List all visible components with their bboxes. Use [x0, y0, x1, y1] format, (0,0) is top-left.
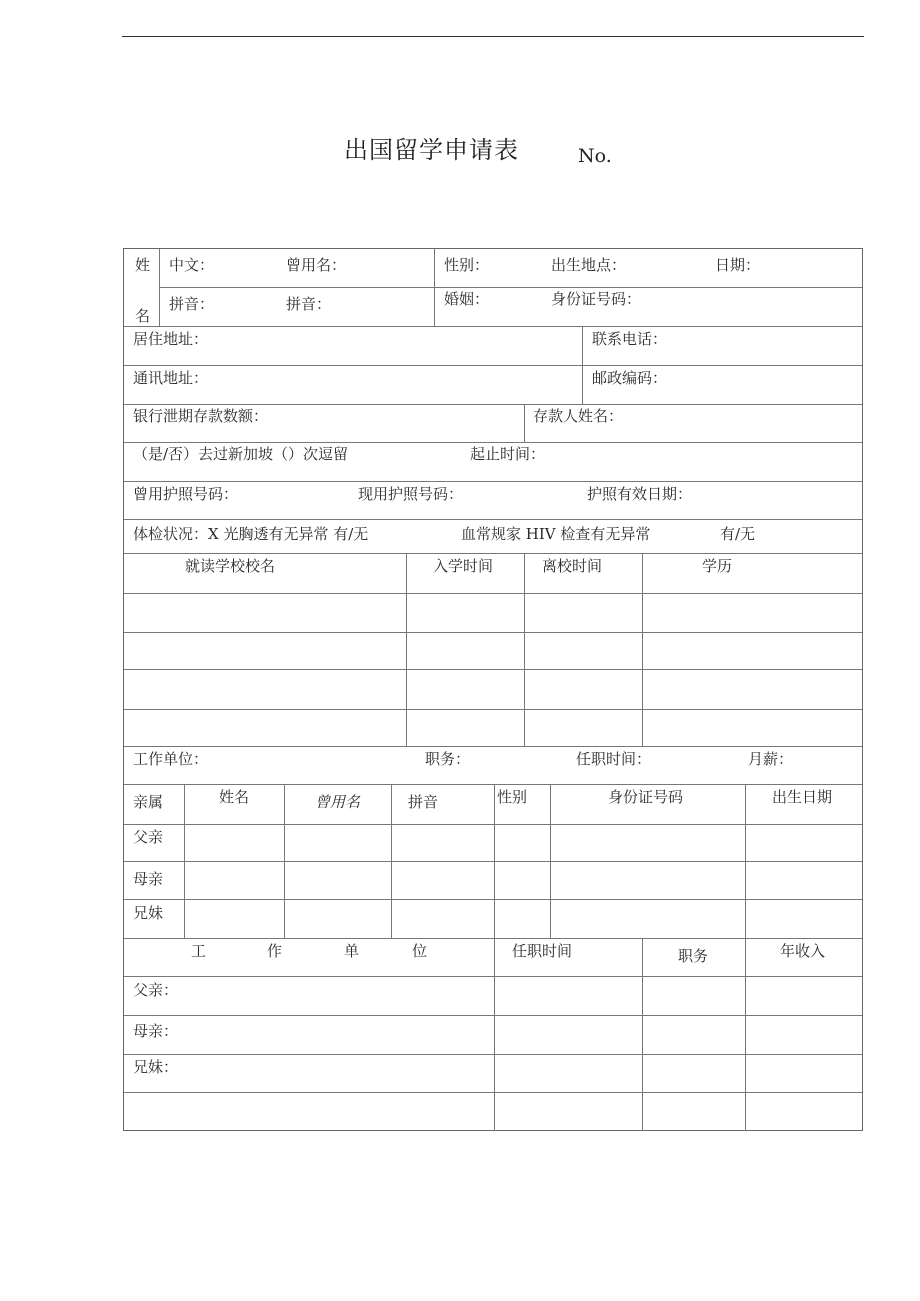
former-name-pinyin-field[interactable]: 拼音： — [286, 295, 332, 313]
former-passport-field[interactable]: 曾用护照号码： — [133, 485, 239, 503]
passport-expiry-field[interactable]: 护照有效日期： — [587, 485, 693, 503]
family-header-relation: 亲属 — [133, 793, 164, 811]
form-number-label: No. — [578, 145, 612, 167]
blood-hiv-yes-no[interactable]: 有/无 — [720, 525, 756, 543]
chinese-name-field[interactable]: 中文： — [169, 256, 215, 274]
deposit-amount-field[interactable]: 银行泄期存款数额： — [133, 407, 269, 425]
gender-field[interactable]: 性别： — [444, 256, 490, 274]
singapore-visit-field[interactable]: （是/否）去过新加坡（）次逗留 — [133, 445, 349, 463]
id-number-field[interactable]: 身份证号码： — [551, 290, 642, 308]
family-work-header-char-1: 工 — [191, 942, 207, 960]
pinyin-field[interactable]: 拼音： — [169, 295, 215, 313]
family-work-row-sibling: 兄妹： — [133, 1058, 179, 1076]
family-header-former-name: 曾用名 — [315, 793, 361, 811]
header-rule — [122, 36, 864, 37]
family-work-header-income: 年收入 — [780, 942, 826, 960]
birth-date-field[interactable]: 日期： — [715, 256, 761, 274]
family-work-header-char-4: 位 — [412, 942, 428, 960]
marital-status-field[interactable]: 婚姻： — [444, 290, 490, 308]
family-work-row-mother: 母亲： — [133, 1022, 179, 1040]
job-position-field[interactable]: 职务： — [425, 750, 471, 768]
family-header-pinyin: 拼音 — [408, 793, 439, 811]
edu-header-degree: 学历 — [702, 557, 733, 575]
family-work-header-char-2: 作 — [267, 942, 283, 960]
blood-hiv-check-field[interactable]: 血常规家 HIV 检查有无异常 — [461, 525, 651, 543]
depositor-name-field[interactable]: 存款人姓名： — [533, 407, 624, 425]
birthplace-field[interactable]: 出生地点： — [551, 256, 627, 274]
family-work-row-father: 父亲： — [133, 981, 179, 999]
family-row-father: 父亲 — [133, 828, 164, 846]
edu-header-school: 就读学校校名 — [185, 557, 276, 575]
employer-field[interactable]: 工作单位： — [133, 750, 209, 768]
current-passport-field[interactable]: 现用护照号码： — [358, 485, 464, 503]
xray-check-field[interactable]: 体检状况：X 光胸透有无异常 有/无 — [133, 525, 369, 543]
family-row-sibling: 兄妹 — [133, 904, 164, 922]
family-row-mother: 母亲 — [133, 870, 164, 888]
edu-header-leave: 离校时间 — [542, 557, 603, 575]
former-name-field[interactable]: 曾用名： — [286, 256, 347, 274]
family-work-header-tenure: 任职时间 — [512, 942, 573, 960]
family-header-birthdate: 出生日期 — [772, 788, 833, 806]
edu-header-enroll: 入学时间 — [433, 557, 494, 575]
application-form — [123, 248, 863, 1131]
phone-field[interactable]: 联系电话： — [592, 330, 668, 348]
residence-address-field[interactable]: 居住地址： — [133, 330, 209, 348]
family-work-header-position: 职务 — [678, 947, 709, 965]
monthly-salary-field[interactable]: 月薪： — [748, 750, 794, 768]
form-title: 出国留学申请表 — [344, 136, 519, 164]
family-work-header-char-3: 单 — [344, 942, 360, 960]
family-header-name: 姓名 — [219, 788, 250, 806]
family-header-gender: 性别 — [497, 788, 528, 806]
mailing-address-field[interactable]: 通讯地址： — [133, 369, 209, 387]
name-label-char-2: 名 — [135, 307, 151, 325]
job-tenure-field[interactable]: 任职时间： — [576, 750, 652, 768]
name-label-char-1: 姓 — [135, 256, 151, 274]
postcode-field[interactable]: 邮政编码： — [592, 369, 668, 387]
family-header-id: 身份证号码 — [608, 788, 684, 806]
stay-period-field[interactable]: 起止时间： — [470, 445, 546, 463]
